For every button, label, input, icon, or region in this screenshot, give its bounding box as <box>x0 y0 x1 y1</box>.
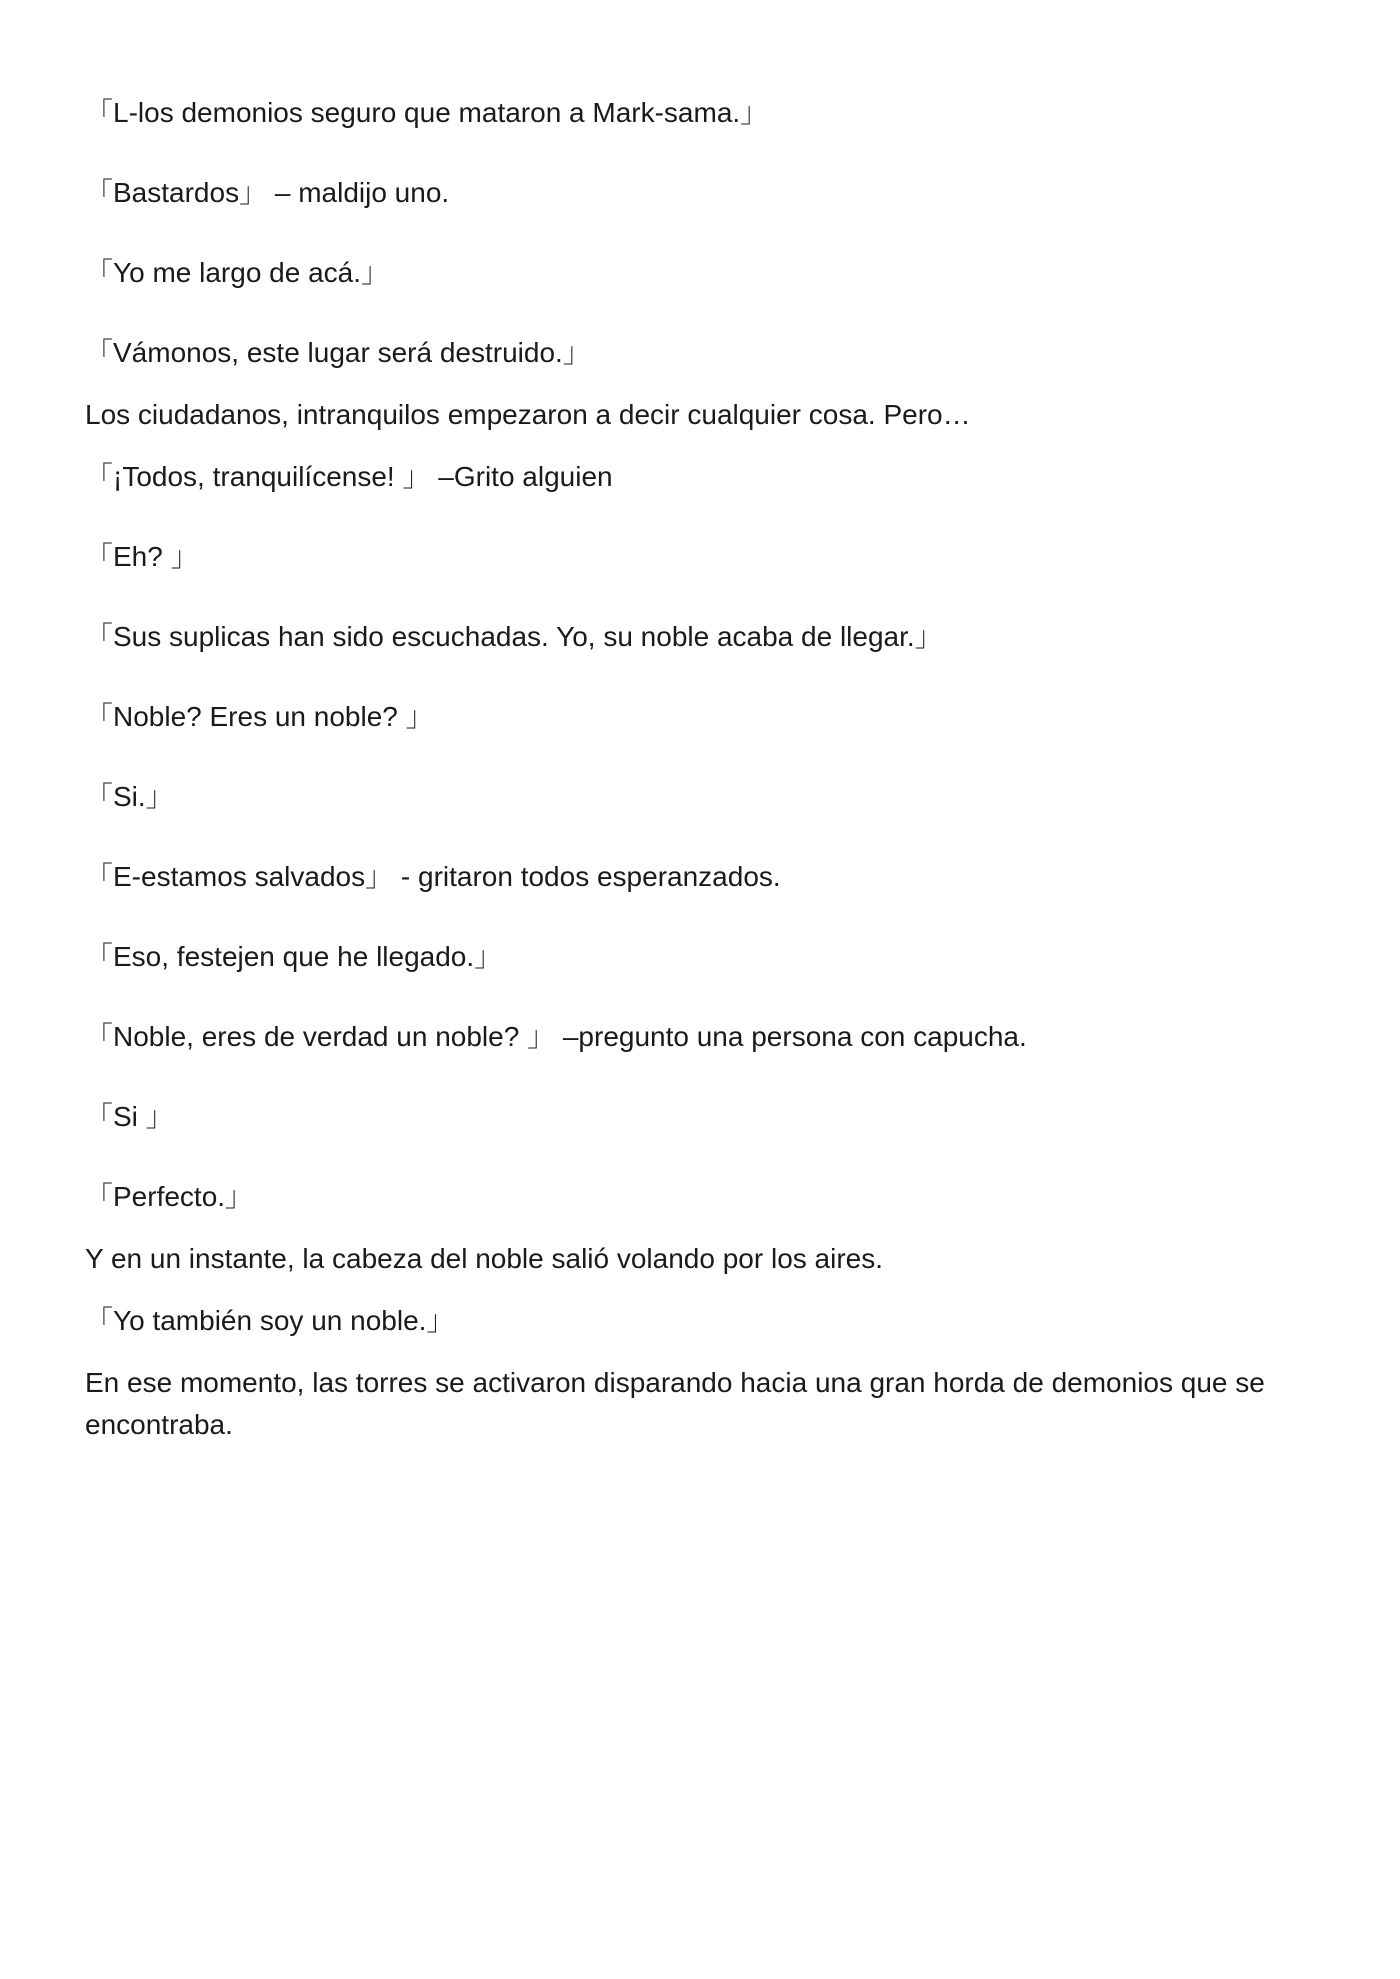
text-line-6: 「¡Todos, tranquilícense! 」 –Grito alguien <box>85 461 613 492</box>
text-line-5: Los ciudadanos, intranquilos empezaron a decir cualquier cosa. Pero… <box>85 399 971 430</box>
text-line-12: 「Eso, festejen que he llegado.」 <box>85 941 503 972</box>
text-line-18: En ese momento, las torres se activaron disparando hacia una gran horda de demonios que se encontraba. <box>85 1367 1273 1440</box>
text-line-2: 「Bastardos」 – maldijo uno. <box>85 177 450 208</box>
document-body <box>85 92 1315 1466</box>
text-line-11: 「E-estamos salvados」 - gritaron todos esperanzados. <box>85 861 781 892</box>
text-line-1: 「L-los demonios seguro que mataron a Mark-sama.」 <box>85 97 769 128</box>
text-line-7: 「Eh? 」 <box>85 541 199 572</box>
text-line-9: 「Noble? Eres un noble? 」 <box>85 701 434 732</box>
text-line-14: 「Si 」 <box>85 1101 174 1132</box>
text-line-10: 「Si.」 <box>85 781 174 812</box>
text-line-4: 「Vámonos, este lugar será destruido.」 <box>85 337 591 368</box>
text-line-15: 「Perfecto.」 <box>85 1181 254 1212</box>
text-line-8: 「Sus suplicas han sido escuchadas. Yo, su noble acaba de llegar.」 <box>85 621 943 652</box>
text-line-13: 「Noble, eres de verdad un noble? 」 –pregunto una persona con capucha. <box>85 1021 1027 1052</box>
text-line-16: Y en un instante, la cabeza del noble salió volando por los aires. <box>85 1243 884 1274</box>
text-line-17: 「Yo también soy un noble.」 <box>85 1305 455 1336</box>
text-line-3: 「Yo me largo de acá.」 <box>85 257 390 288</box>
